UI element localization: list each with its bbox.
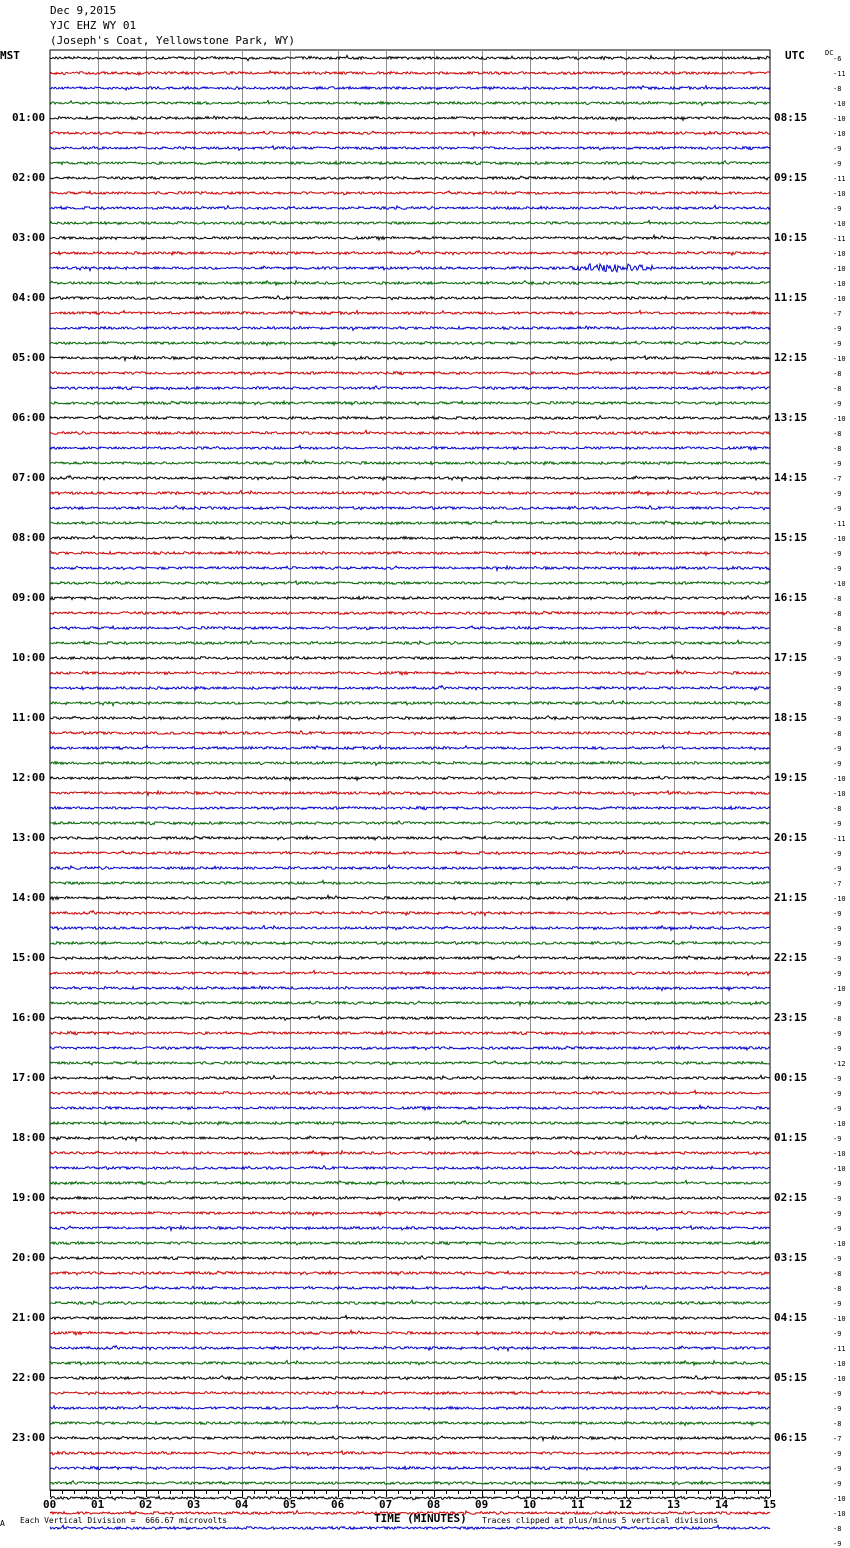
local-hour-label: 20:00 bbox=[12, 1251, 46, 1264]
dc-offset-label: -9 bbox=[833, 1330, 842, 1338]
trace-row bbox=[50, 1121, 770, 1125]
dc-offset-label: -8 bbox=[833, 730, 842, 738]
dc-offset-label: -8 bbox=[833, 805, 842, 813]
dc-offset-label: -10 bbox=[833, 1240, 846, 1248]
trace-row bbox=[50, 491, 770, 496]
dc-offset-label: -9 bbox=[833, 865, 842, 873]
dc-offset-label: -9 bbox=[833, 490, 842, 498]
trace-row bbox=[50, 235, 770, 240]
dc-offset-label: -10 bbox=[833, 415, 846, 423]
trace-row bbox=[50, 251, 770, 256]
utc-hour-label: 03:15 bbox=[774, 1251, 808, 1264]
trace-row bbox=[50, 1046, 770, 1050]
trace-row bbox=[50, 116, 770, 120]
dc-offset-label: -8 bbox=[833, 700, 842, 708]
dc-offset-label: -7 bbox=[833, 1435, 842, 1443]
trace-row bbox=[50, 506, 770, 510]
trace-row bbox=[50, 821, 770, 825]
dc-offset-label: -8 bbox=[833, 85, 842, 93]
dc-offset-label: -9 bbox=[833, 160, 842, 168]
dc-offset-label: -9 bbox=[833, 715, 842, 723]
clipping-note: Traces clipped at plus/minus 5 vertical divisions bbox=[482, 1516, 719, 1525]
local-hour-label: 21:00 bbox=[12, 1311, 46, 1324]
local-hour-label: 04:00 bbox=[12, 291, 46, 304]
dc-offset-label: -9 bbox=[833, 1480, 842, 1488]
dc-offset-label: -9 bbox=[833, 1075, 842, 1083]
dc-offset-label: -9 bbox=[833, 685, 842, 693]
dc-offset-label: -11 bbox=[833, 175, 846, 183]
trace-row bbox=[50, 191, 770, 195]
local-hour-label: 23:00 bbox=[12, 1431, 46, 1444]
local-hour-label: 08:00 bbox=[12, 531, 46, 544]
trace-row bbox=[50, 1226, 770, 1231]
vertical-scale-note: Each Vertical Division = 666.67 microvolts bbox=[20, 1516, 228, 1525]
dc-offset-label: -10 bbox=[833, 1495, 846, 1503]
dc-offset-label: -8 bbox=[833, 430, 842, 438]
trace-row bbox=[50, 895, 770, 900]
utc-hour-label: 11:15 bbox=[774, 291, 808, 304]
x-tick-label: 03 bbox=[187, 1498, 201, 1511]
left-timezone: MST bbox=[0, 49, 20, 62]
trace-row bbox=[50, 1196, 770, 1200]
dc-offset-label: -9 bbox=[833, 505, 842, 513]
local-hour-label: 14:00 bbox=[12, 891, 46, 904]
trace-row bbox=[50, 101, 770, 106]
dc-offset-label: -9 bbox=[833, 1195, 842, 1203]
dc-offset-label: -11 bbox=[833, 70, 846, 78]
x-tick-label: 15 bbox=[763, 1498, 777, 1511]
local-hour-label: 12:00 bbox=[12, 771, 46, 784]
trace-row bbox=[50, 640, 770, 644]
trace-row bbox=[50, 1151, 770, 1156]
trace-row bbox=[50, 1466, 770, 1470]
utc-hour-label: 23:15 bbox=[774, 1011, 808, 1024]
x-tick-label: 05 bbox=[283, 1498, 297, 1511]
trace-row bbox=[50, 401, 770, 405]
dc-offset-label: -10 bbox=[833, 280, 846, 288]
trace-row bbox=[50, 1241, 770, 1245]
trace-row bbox=[50, 416, 770, 420]
utc-hour-label: 01:15 bbox=[774, 1131, 808, 1144]
trace-row bbox=[50, 176, 770, 180]
utc-hour-label: 02:15 bbox=[774, 1191, 808, 1204]
local-hour-label: 02:00 bbox=[12, 171, 46, 184]
trace-row bbox=[50, 1300, 770, 1304]
utc-hour-label: 18:15 bbox=[774, 711, 808, 724]
trace-row bbox=[50, 311, 770, 315]
utc-hour-label: 17:15 bbox=[774, 651, 808, 664]
trace-row bbox=[50, 460, 770, 465]
trace-row bbox=[50, 55, 770, 60]
dc-offset-label: -9 bbox=[833, 1135, 842, 1143]
dc-offset-label: -10 bbox=[833, 1120, 846, 1128]
trace-row bbox=[50, 131, 770, 136]
trace-row bbox=[50, 701, 770, 706]
trace-row bbox=[50, 1451, 770, 1456]
trace-row bbox=[50, 1286, 770, 1290]
dc-offset-label: -10 bbox=[833, 100, 846, 108]
x-tick-label: 02 bbox=[139, 1498, 153, 1511]
trace-row bbox=[50, 761, 770, 765]
station-code: YJC EHZ WY 01 bbox=[50, 19, 137, 32]
dc-offset-label: -9 bbox=[833, 1300, 842, 1308]
dc-offset-label: -9 bbox=[833, 745, 842, 753]
dc-offset-label: -10 bbox=[833, 985, 846, 993]
trace-row bbox=[50, 551, 770, 555]
dc-offset-label: -9 bbox=[833, 205, 842, 213]
local-hour-label: 15:00 bbox=[12, 951, 46, 964]
dc-offset-label: -10 bbox=[833, 1375, 846, 1383]
local-hour-label: 07:00 bbox=[12, 471, 46, 484]
dc-offset-label: -9 bbox=[833, 1450, 842, 1458]
local-hour-label: 03:00 bbox=[12, 231, 46, 244]
dc-offset-label: -9 bbox=[833, 550, 842, 558]
trace-row bbox=[50, 791, 770, 796]
trace-row bbox=[50, 536, 770, 541]
dc-offset-label: -8 bbox=[833, 1420, 842, 1428]
dc-offset-label: -8 bbox=[833, 370, 842, 378]
x-tick-label: 13 bbox=[667, 1498, 681, 1511]
dc-offset-label: -10 bbox=[833, 355, 846, 363]
dc-offset-label: -8 bbox=[833, 1285, 842, 1293]
dc-offset-label: -9 bbox=[833, 1405, 842, 1413]
dc-offset-label: -9 bbox=[833, 1180, 842, 1188]
dc-offset-label: -7 bbox=[833, 880, 842, 888]
trace-row bbox=[50, 1001, 770, 1006]
dc-offset-label: -11 bbox=[833, 835, 846, 843]
trace-row bbox=[50, 1105, 770, 1110]
trace-row bbox=[50, 1376, 770, 1380]
dc-offset-label: -9 bbox=[833, 955, 842, 963]
trace-row bbox=[50, 521, 770, 525]
dc-offset-label: -11 bbox=[833, 520, 846, 528]
dc-offset-label: -10 bbox=[833, 1150, 846, 1158]
dc-offset-label: -9 bbox=[833, 145, 842, 153]
trace-row bbox=[50, 341, 770, 345]
utc-hour-label: 19:15 bbox=[774, 771, 808, 784]
local-hour-label: 01:00 bbox=[12, 111, 46, 124]
trace-row bbox=[50, 865, 770, 869]
trace-row bbox=[50, 1315, 770, 1319]
trace-row bbox=[50, 264, 770, 272]
dc-offset-label: -9 bbox=[833, 910, 842, 918]
dc-offset-label: -9 bbox=[833, 970, 842, 978]
trace-row bbox=[50, 746, 770, 750]
dc-offset-label: -9 bbox=[833, 1210, 842, 1218]
x-axis-label: TIME (MINUTES) bbox=[374, 1512, 467, 1525]
trace-row bbox=[50, 1166, 770, 1170]
utc-hour-label: 15:15 bbox=[774, 531, 808, 544]
local-hour-label: 22:00 bbox=[12, 1371, 46, 1384]
trace-row bbox=[50, 430, 770, 434]
trace-row bbox=[50, 1181, 770, 1185]
dc-offset-label: -9 bbox=[833, 1540, 842, 1548]
dc-offset-label: -8 bbox=[833, 1270, 842, 1278]
dc-offset-label: -10 bbox=[833, 115, 846, 123]
trace-row bbox=[50, 1016, 770, 1021]
dc-offset-label: -9 bbox=[833, 1465, 842, 1473]
dc-offset-label: -9 bbox=[833, 565, 842, 573]
x-tick-label: 08 bbox=[427, 1498, 441, 1511]
dc-offset-label: -11 bbox=[833, 1345, 846, 1353]
corner-mark: A bbox=[0, 1519, 5, 1528]
local-hour-label: 05:00 bbox=[12, 351, 46, 364]
utc-hour-label: 20:15 bbox=[774, 831, 808, 844]
trace-row bbox=[50, 86, 770, 90]
trace-row bbox=[50, 386, 770, 390]
trace-row bbox=[50, 146, 770, 151]
local-hour-label: 13:00 bbox=[12, 831, 46, 844]
dc-offset-label: -8 bbox=[833, 445, 842, 453]
dc-offset-label: -10 bbox=[833, 895, 846, 903]
dc-offset-label: -9 bbox=[833, 655, 842, 663]
dc-offset-label: -9 bbox=[833, 1090, 842, 1098]
utc-hour-label: 00:15 bbox=[774, 1071, 808, 1084]
trace-row bbox=[50, 71, 770, 75]
trace-row bbox=[50, 986, 770, 990]
trace-row bbox=[50, 611, 770, 615]
trace-row bbox=[50, 1271, 770, 1275]
trace-row bbox=[50, 1525, 770, 1529]
utc-hour-label: 05:15 bbox=[774, 1371, 808, 1384]
x-tick-label: 10 bbox=[523, 1498, 537, 1511]
trace-row bbox=[50, 1436, 770, 1441]
dc-offset-label: -9 bbox=[833, 820, 842, 828]
local-hour-label: 09:00 bbox=[12, 591, 46, 604]
local-hour-label: 06:00 bbox=[12, 411, 46, 424]
trace-row bbox=[50, 1136, 770, 1141]
local-hour-label: 19:00 bbox=[12, 1191, 46, 1204]
x-tick-label: 07 bbox=[379, 1498, 393, 1511]
trace-row bbox=[50, 1061, 770, 1065]
dc-offset-label: -9 bbox=[833, 1045, 842, 1053]
dc-offset-label: -8 bbox=[833, 625, 842, 633]
local-hour-label: 11:00 bbox=[12, 711, 46, 724]
trace-row bbox=[50, 1391, 770, 1395]
utc-hour-label: 13:15 bbox=[774, 411, 808, 424]
trace-row bbox=[50, 926, 770, 931]
utc-hour-label: 14:15 bbox=[774, 471, 808, 484]
dc-offset-label: -9 bbox=[833, 1255, 842, 1263]
dc-offset-label: -9 bbox=[833, 460, 842, 468]
dc-offset-label: -10 bbox=[833, 265, 846, 273]
trace-row bbox=[50, 836, 770, 840]
trace-row bbox=[50, 220, 770, 224]
dc-header: DC bbox=[825, 49, 834, 57]
trace-row bbox=[50, 911, 770, 916]
x-tick-label: 11 bbox=[571, 1498, 585, 1511]
dc-offset-label: -7 bbox=[833, 310, 842, 318]
x-tick-label: 09 bbox=[475, 1498, 489, 1511]
trace-row bbox=[50, 596, 770, 600]
plot-date: Dec 9,2015 bbox=[50, 4, 117, 17]
trace-row bbox=[50, 806, 770, 810]
right-timezone: UTC bbox=[785, 49, 805, 62]
dc-offset-label: -11 bbox=[833, 235, 846, 243]
dc-offset-label: -8 bbox=[833, 595, 842, 603]
utc-hour-label: 21:15 bbox=[774, 891, 808, 904]
dc-offset-label: -9 bbox=[833, 400, 842, 408]
trace-row bbox=[50, 581, 770, 586]
utc-hour-label: 04:15 bbox=[774, 1311, 808, 1324]
dc-offset-label: -8 bbox=[833, 1525, 842, 1533]
trace-row bbox=[50, 880, 770, 884]
trace-row bbox=[50, 655, 770, 659]
dc-offset-label: -12 bbox=[833, 1060, 846, 1068]
utc-hour-label: 08:15 bbox=[774, 111, 808, 124]
dc-offset-label: -10 bbox=[833, 1315, 846, 1323]
dc-offset-label: -8 bbox=[833, 1015, 842, 1023]
trace-row bbox=[50, 371, 770, 375]
trace-row bbox=[50, 956, 770, 960]
x-tick-label: 04 bbox=[235, 1498, 249, 1511]
dc-offset-label: -10 bbox=[833, 130, 846, 138]
utc-hour-label: 09:15 bbox=[774, 171, 808, 184]
trace-row bbox=[50, 1256, 770, 1260]
dc-offset-label: -9 bbox=[833, 850, 842, 858]
trace-row bbox=[50, 1075, 770, 1079]
trace-row bbox=[50, 851, 770, 855]
trace-row bbox=[50, 776, 770, 780]
dc-offset-label: -10 bbox=[833, 295, 846, 303]
dc-offset-label: -10 bbox=[833, 790, 846, 798]
dc-offset-label: -9 bbox=[833, 640, 842, 648]
trace-row bbox=[50, 716, 770, 721]
utc-hour-label: 16:15 bbox=[774, 591, 808, 604]
trace-row bbox=[50, 941, 770, 945]
trace-row bbox=[50, 476, 770, 481]
local-hour-label: 10:00 bbox=[12, 651, 46, 664]
dc-offset-label: -9 bbox=[833, 1000, 842, 1008]
dc-offset-label: -10 bbox=[833, 580, 846, 588]
utc-hour-label: 22:15 bbox=[774, 951, 808, 964]
dc-offset-label: -9 bbox=[833, 1390, 842, 1398]
station-location: (Joseph's Coat, Yellowstone Park, WY) bbox=[50, 34, 296, 47]
dc-offset-label: -9 bbox=[833, 325, 842, 333]
trace-row bbox=[50, 356, 770, 361]
dc-offset-label: -10 bbox=[833, 1360, 846, 1368]
trace-row bbox=[50, 1361, 770, 1366]
dc-offset-label: -8 bbox=[833, 385, 842, 393]
local-hour-label: 18:00 bbox=[12, 1131, 46, 1144]
trace-row bbox=[50, 566, 770, 571]
dc-offset-label: -9 bbox=[833, 1105, 842, 1113]
trace-row bbox=[50, 161, 770, 165]
utc-hour-label: 10:15 bbox=[774, 231, 808, 244]
dc-offset-label: -6 bbox=[833, 55, 842, 63]
x-tick-label: 06 bbox=[331, 1498, 345, 1511]
dc-offset-label: -9 bbox=[833, 760, 842, 768]
trace-row bbox=[50, 731, 770, 735]
trace-row bbox=[50, 670, 770, 675]
utc-hour-label: 06:15 bbox=[774, 1431, 808, 1444]
trace-row bbox=[50, 1421, 770, 1425]
dc-offset-label: -9 bbox=[833, 1030, 842, 1038]
trace-row bbox=[50, 296, 770, 300]
dc-offset-label: -9 bbox=[833, 940, 842, 948]
trace-row bbox=[50, 1496, 770, 1500]
x-tick-label: 14 bbox=[715, 1498, 729, 1511]
trace-row bbox=[50, 326, 770, 330]
dc-offset-label: -10 bbox=[833, 775, 846, 783]
trace-row bbox=[50, 1031, 770, 1035]
x-tick-label: 00 bbox=[43, 1498, 57, 1511]
utc-hour-label: 12:15 bbox=[774, 351, 808, 364]
dc-offset-label: -9 bbox=[833, 340, 842, 348]
trace-row bbox=[50, 626, 770, 630]
dc-offset-label: -10 bbox=[833, 250, 846, 258]
trace-row bbox=[50, 1090, 770, 1094]
trace-row bbox=[50, 686, 770, 691]
trace-row bbox=[50, 1481, 770, 1485]
x-tick-label: 12 bbox=[619, 1498, 633, 1511]
trace-row bbox=[50, 1346, 770, 1351]
trace-row bbox=[50, 1330, 770, 1335]
dc-offset-label: -10 bbox=[833, 1510, 846, 1518]
dc-offset-label: -9 bbox=[833, 1225, 842, 1233]
trace-row bbox=[50, 205, 770, 209]
dc-offset-label: -10 bbox=[833, 535, 846, 543]
trace-row bbox=[50, 445, 770, 450]
trace-row bbox=[50, 971, 770, 976]
trace-row bbox=[50, 281, 770, 286]
local-hour-label: 17:00 bbox=[12, 1071, 46, 1084]
dc-offset-label: -10 bbox=[833, 220, 846, 228]
dc-offset-label: -10 bbox=[833, 1165, 846, 1173]
x-tick-label: 01 bbox=[91, 1498, 105, 1511]
dc-offset-label: -9 bbox=[833, 670, 842, 678]
trace-row bbox=[50, 1406, 770, 1410]
trace-row bbox=[50, 1211, 770, 1215]
dc-offset-label: -10 bbox=[833, 190, 846, 198]
local-hour-label: 16:00 bbox=[12, 1011, 46, 1024]
dc-offset-label: -8 bbox=[833, 610, 842, 618]
dc-offset-label: -7 bbox=[833, 475, 842, 483]
dc-offset-label: -9 bbox=[833, 925, 842, 933]
